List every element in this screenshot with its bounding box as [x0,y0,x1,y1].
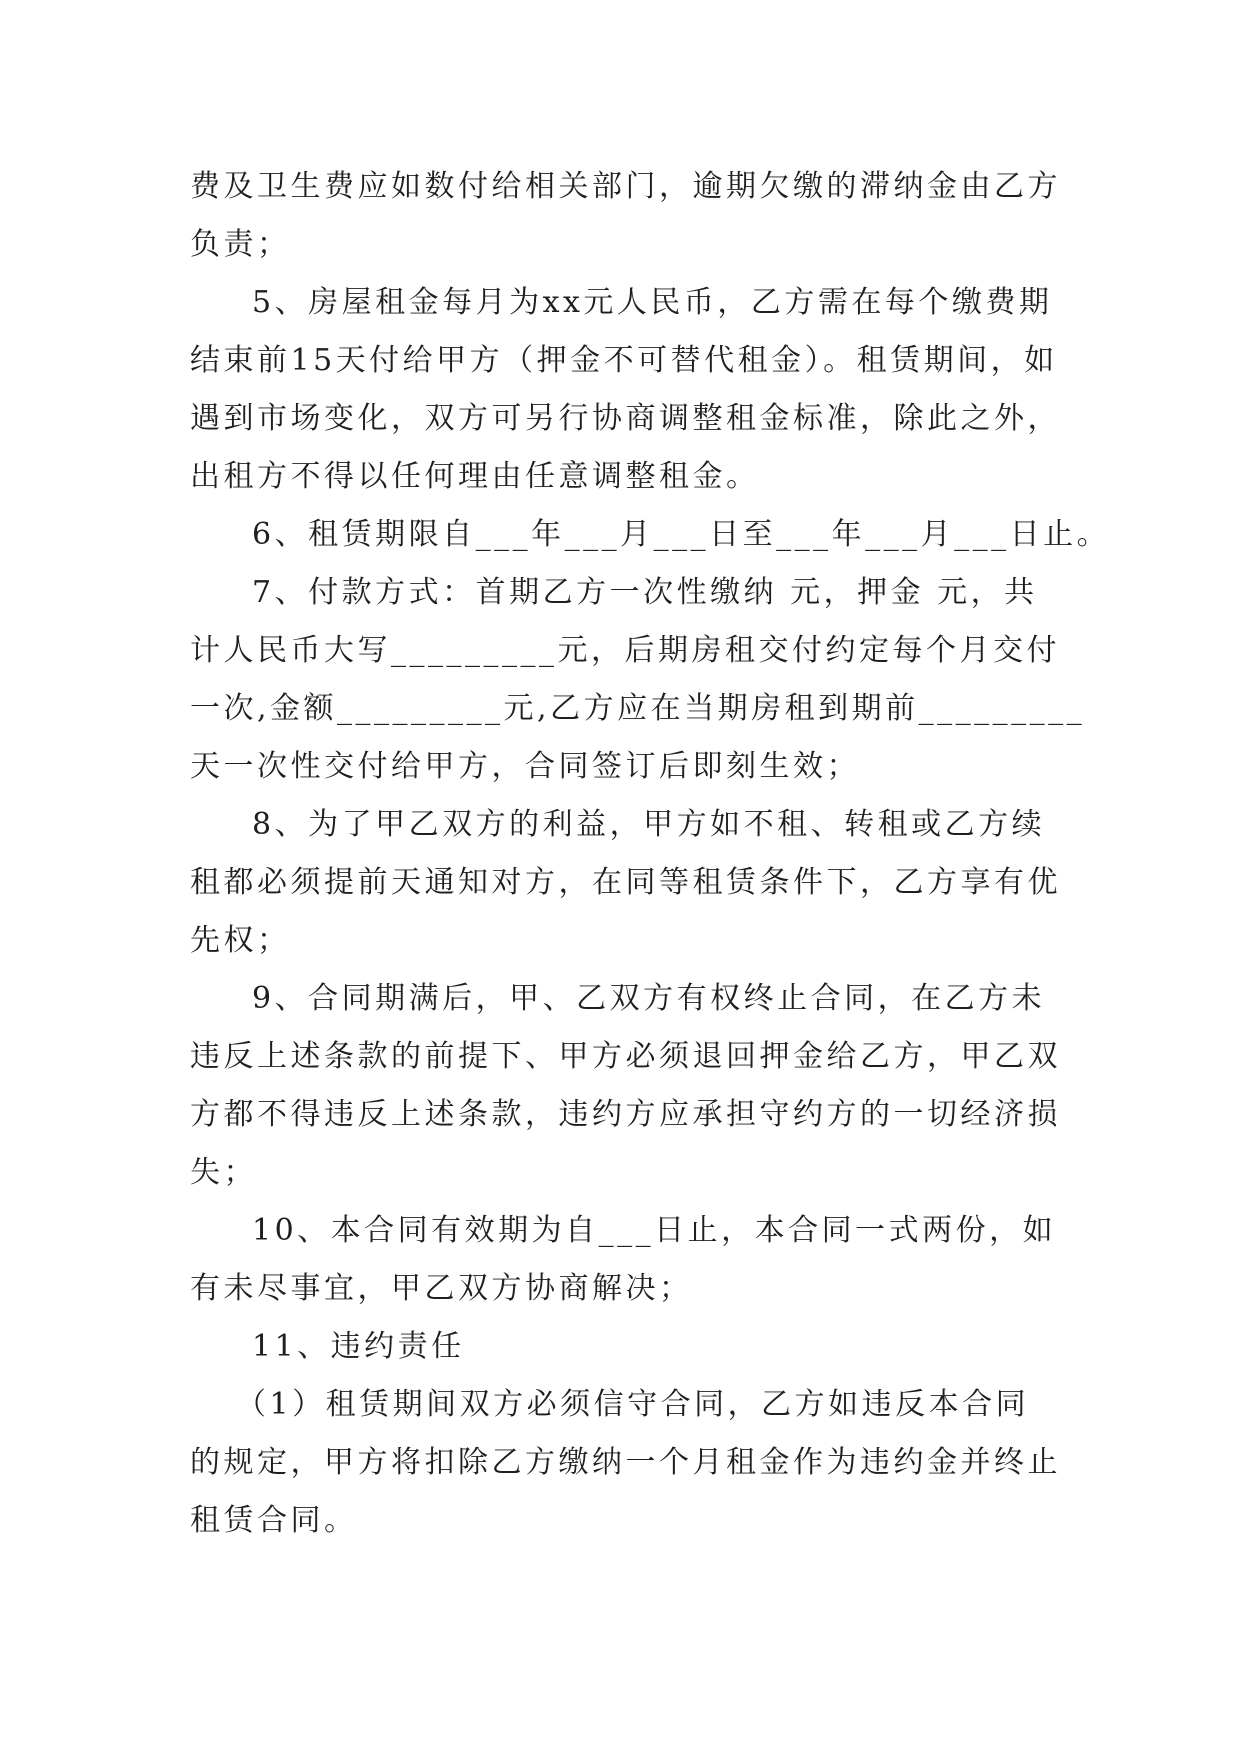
clause-5-line: 5、房屋租金每月为xx元人民币，乙方需在每个缴费期 [252,285,1053,320]
text-line: 费及卫生费应如数付给相关部门，逾期欠缴的滞纳金由乙方 [190,169,1061,204]
text-line: 的规定，甲方将扣除乙方缴纳一个月租金作为违约金并终止 [190,1445,1061,1480]
text-line: 失； [190,1155,257,1190]
clause-8-line: 8、为了甲乙双方的利益，甲方如不租、转租或乙方续 [252,807,1046,842]
clause-6-line: 6、租赁期限自___年___月___日至___年___月___日止。 [252,517,1111,552]
clause-7-line: 7、付款方式：首期乙方一次性缴纳 元，押金 元，共 [252,575,1038,610]
text-line: 租都必须提前天通知对方，在同等租赁条件下，乙方享有优 [190,865,1061,900]
text-line: 先权； [190,923,291,958]
clause-9-line: 9、合同期满后，甲、乙双方有权终止合同，在乙方未 [252,981,1046,1016]
text-line: 负责； [190,227,291,262]
text-line: 一次,金额_________元,乙方应在当期房租到期前_________ [190,691,1086,726]
text-line: 遇到市场变化，双方可另行协商调整租金标准，除此之外， [190,401,1061,436]
clause-11-heading: 11、违约责任 [252,1329,465,1364]
clause-11-1-line: （1）租赁期间双方必须信守合同，乙方如违反本合同 [236,1387,1030,1422]
text-line: 方都不得违反上述条款，违约方应承担守约方的一切经济损 [190,1097,1061,1132]
text-line: 天一次性交付给甲方，合同签订后即刻生效； [190,749,860,784]
text-line: 计人民币大写_________元，后期房租交付约定每个月交付 [190,633,1060,668]
text-line: 有未尽事宜，甲乙双方协商解决； [190,1271,693,1306]
text-line: 租赁合同。 [190,1503,358,1538]
text-line: 违反上述条款的前提下、甲方必须退回押金给乙方，甲乙双 [190,1039,1061,1074]
contract-body [190,158,1111,1550]
text-line: 出租方不得以任何理由任意调整租金。 [190,459,760,494]
clause-10-line: 10、本合同有效期为自___日止，本合同一式两份，如 [252,1213,1057,1248]
text-line: 结束前15天付给甲方（押金不可替代租金）。租赁期间，如 [190,343,1058,378]
